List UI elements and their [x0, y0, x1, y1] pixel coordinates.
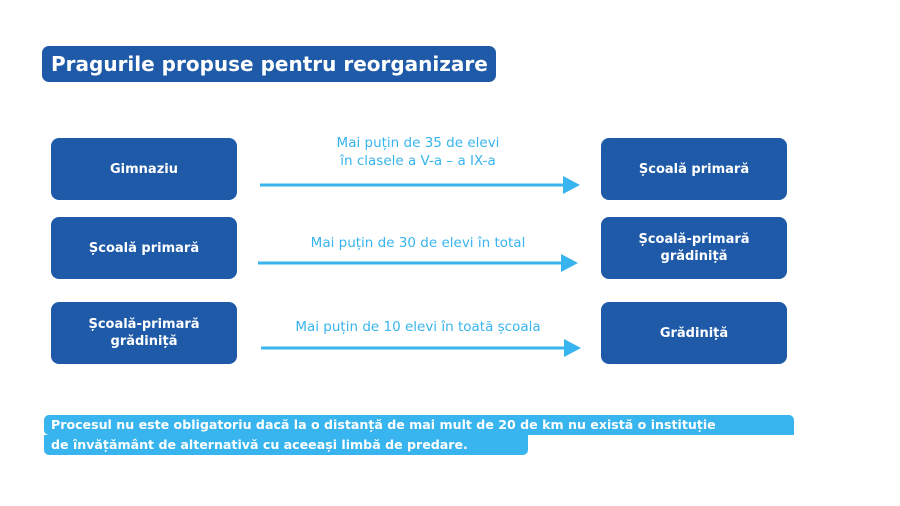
arrow-2: [258, 254, 578, 272]
source-box-scoala-primara: Școală primară: [51, 217, 237, 279]
note-line-2: de învățământ de alternativă cu aceeași limbă de predare.: [44, 435, 528, 455]
condition-line: în clasele a V-a – a IX-a: [340, 153, 496, 169]
target-box-scoala-primara-gradinita: Școală-primară grădiniță: [601, 217, 787, 279]
condition-line: Mai puțin de 35 de elevi: [336, 135, 500, 151]
arrow-head-icon: [564, 339, 581, 357]
target-box-scoala-primara: Școală primară: [601, 138, 787, 200]
condition-line: Mai puțin de 30 de elevi în total: [310, 235, 526, 251]
arrow-1: [260, 176, 580, 194]
target-box-gradinita: Grădiniță: [601, 302, 787, 364]
arrow-head-icon: [561, 254, 578, 272]
source-box-gimnaziu: Gimnaziu: [51, 138, 237, 200]
page-title: Pragurile propuse pentru reorganizare: [42, 46, 496, 82]
condition-line: Mai puțin de 10 elevi în toată școala: [295, 319, 541, 335]
source-box-scoala-primara-gradinita: Școală-primară grădiniță: [51, 302, 237, 364]
note-line-1: Procesul nu este obligatoriu dacă la o distanță de mai mult de 20 de km nu există o instituție: [44, 415, 794, 435]
arrow-3: [261, 339, 581, 357]
arrow-head-icon: [563, 176, 580, 194]
